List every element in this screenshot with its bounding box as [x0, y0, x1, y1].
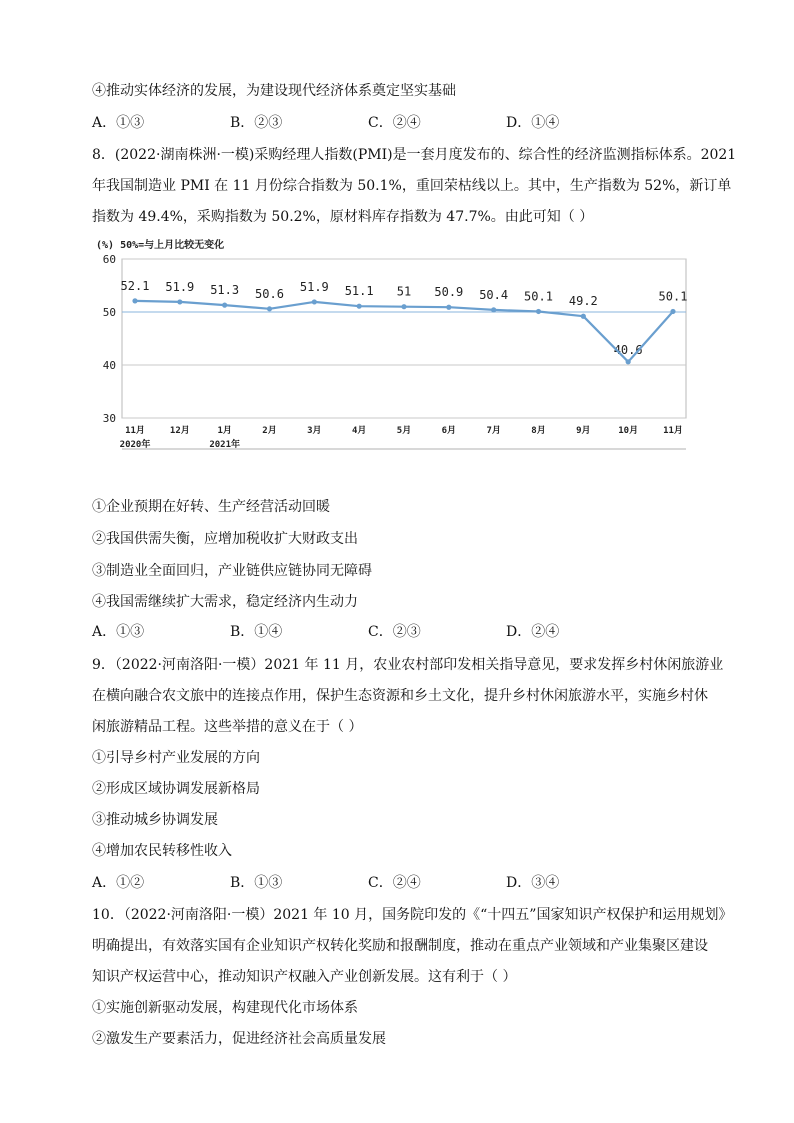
pmi-data-point [626, 359, 631, 364]
data-label: 40.6 [613, 342, 643, 357]
q7-item-4: ④推动实体经济的发展，为建设现代经济体系奠定坚实基础 [92, 83, 456, 99]
data-label: 51 [396, 284, 412, 299]
q9-option-d[interactable]: D．③④ [506, 875, 560, 891]
pmi-data-point [491, 307, 496, 312]
pmi-data-point [357, 304, 362, 309]
q8-item-2: ②我国供需失衡，应增加税收扩大财政支出 [92, 531, 358, 547]
pmi-chart-svg [92, 232, 702, 458]
q10-stem-line-2: 明确提出，有效落实国有企业知识产权转化奖励和报酬制度，推动在重点产业领域和产业集聚区建设 [92, 938, 708, 954]
q8-item-1: ①企业预期在好转、生产经营活动回暖 [92, 499, 330, 515]
y-tick-label: 40 [102, 359, 116, 372]
pmi-data-point [132, 298, 137, 303]
data-label: 51.3 [210, 283, 240, 298]
q9-stem-line-3: 闲旅游精品工程。这些举措的意义在于（ ） [92, 719, 363, 735]
x-tick-label: 11月 [663, 426, 683, 436]
y-tick-label: 60 [102, 253, 116, 266]
q7-option-b[interactable]: B．②③ [230, 115, 283, 131]
q9-item-3: ③推动城乡协调发展 [92, 812, 218, 828]
x-tick-label: 11月 [125, 426, 145, 436]
x-tick-label: 4月 [351, 426, 367, 436]
pmi-data-point [581, 314, 586, 319]
q9-item-4: ④增加农民转移性收入 [92, 843, 232, 859]
q8-item-3: ③制造业全面回归，产业链供应链协同无障碍 [92, 563, 372, 579]
q8-option-d[interactable]: D．②④ [506, 624, 560, 640]
q10-item-1: ①实施创新驱动发展，构建现代化市场体系 [92, 1000, 358, 1016]
q8-item-4: ④我国需继续扩大需求，稳定经济内生动力 [92, 594, 358, 610]
q9-stem-line-1: 9．（2022·河南洛阳·一模）2021 年 11 月，农业农村部印发相关指导意见，要求发挥乡村休闲旅游业 [92, 657, 724, 673]
q9-item-2: ②形成区域协调发展新格局 [92, 781, 260, 797]
pmi-chart [92, 232, 702, 458]
q9-option-c[interactable]: C．②④ [368, 875, 421, 891]
q7-option-c[interactable]: C．②④ [368, 115, 421, 131]
data-label: 50.6 [255, 286, 284, 301]
data-label: 51.9 [165, 279, 195, 294]
q9-item-1: ①引导乡村产业发展的方向 [92, 750, 260, 766]
pmi-series-line [135, 301, 673, 362]
year-label: 2021年 [209, 440, 241, 450]
q9-stem-line-2: 在横向融合农文旅中的连接点作用，保护生态资源和乡土文化，提升乡村休闲旅游水平，实施乡村休 [92, 688, 708, 704]
q10-item-2: ②激发生产要素活力，促进经济社会高质量发展 [92, 1031, 386, 1047]
pmi-data-point [312, 299, 317, 304]
x-tick-label: 7月 [486, 426, 501, 436]
x-tick-label: 9月 [576, 426, 591, 436]
y-tick-label: 50 [102, 306, 116, 319]
q8-stem-line-1: 8．(2022·湖南株洲·一模)采购经理人指数(PMI)是一套月度发布的、综合性的经济监测指标体系。2021 [92, 147, 737, 163]
q8-option-c[interactable]: C．②③ [368, 624, 421, 640]
chart-title: (%) 50%=与上月比较无变化 [96, 240, 225, 251]
q8-option-a[interactable]: A．①③ [92, 624, 145, 640]
pmi-data-point [446, 305, 451, 310]
data-label: 50.1 [658, 289, 688, 304]
x-tick-label: 8月 [531, 426, 546, 436]
x-tick-label: 5月 [396, 426, 412, 436]
pmi-data-point [401, 304, 406, 309]
x-tick-label: 1月 [217, 426, 232, 436]
year-label: 2020年 [119, 440, 151, 450]
q8-option-b[interactable]: B．①④ [230, 624, 283, 640]
pmi-data-point [536, 309, 541, 314]
pmi-data-point [222, 303, 227, 308]
pmi-data-point [177, 299, 182, 304]
pmi-data-point [267, 306, 272, 311]
q8-stem-line-2: 年我国制造业 PMI 在 11 月份综合指数为 50.1%，重回荣枯线以上。其中，生产指数为 52%，新订单 [92, 178, 732, 194]
data-label: 49.2 [568, 294, 598, 309]
data-label: 51.9 [299, 279, 329, 294]
data-label: 50.4 [479, 287, 509, 302]
q10-stem-line-1: 10．（2022·河南洛阳·一模）2021 年 10 月，国务院印发的《“十四五”国家知识产权保护和运用规划》 [92, 907, 733, 923]
x-tick-label: 3月 [307, 426, 322, 436]
x-tick-label: 10月 [618, 426, 639, 436]
plot-frame [122, 259, 686, 418]
data-label: 51.1 [344, 284, 374, 299]
q10-stem-line-3: 知识产权运营中心，推动知识产权融入产业创新发展。这有利于（ ） [92, 969, 517, 985]
x-tick-label: 6月 [441, 426, 457, 436]
q9-option-b[interactable]: B．①③ [230, 875, 283, 891]
x-tick-label: 12月 [169, 426, 190, 436]
q9-option-a[interactable]: A．①② [92, 875, 145, 891]
data-label: 52.1 [120, 278, 150, 293]
y-tick-label: 30 [102, 412, 116, 425]
pmi-data-point [670, 309, 675, 314]
x-tick-label: 2月 [262, 426, 277, 436]
q8-stem-line-3: 指数为 49.4%，采购指数为 50.2%，原材料库存指数为 47.7%。由此可知（ ） [92, 209, 594, 225]
q7-option-a[interactable]: A．①③ [92, 115, 145, 131]
data-label: 50.1 [524, 289, 553, 304]
data-label: 50.9 [434, 285, 464, 300]
q7-option-d[interactable]: D．①④ [506, 115, 560, 131]
